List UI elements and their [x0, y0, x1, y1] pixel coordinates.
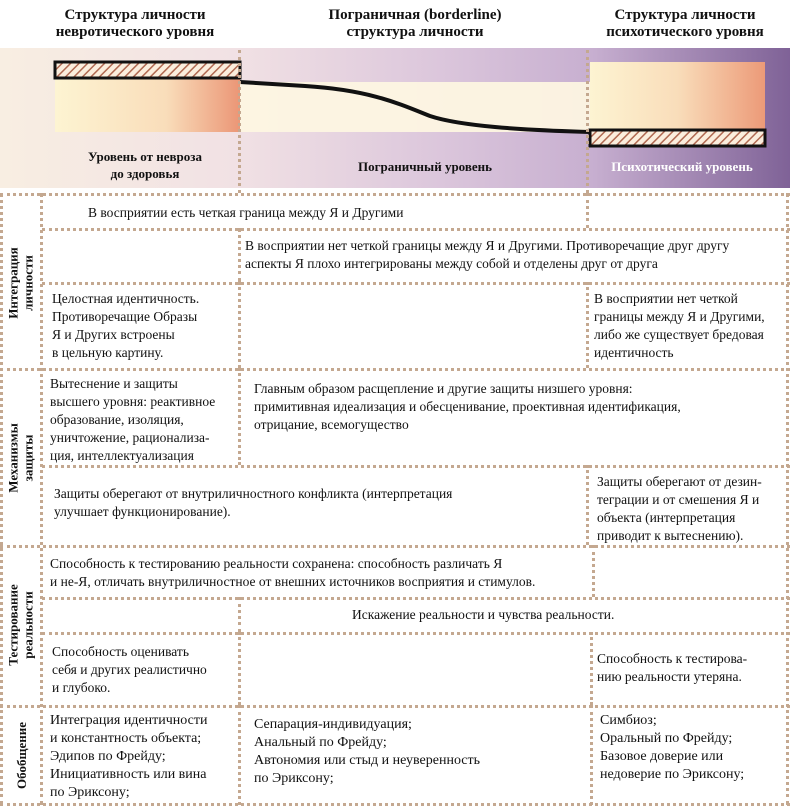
- grid-line: [42, 282, 790, 285]
- grid-line: [590, 632, 593, 705]
- grid-line: [238, 705, 241, 805]
- grid-line: [0, 545, 790, 548]
- neurotic-marker: [55, 62, 240, 78]
- grid-line: [0, 803, 790, 806]
- level-neurotic: Уровень от невроза до здоровья: [88, 149, 202, 181]
- section-label-reality: Тестирование реальности: [6, 584, 36, 666]
- section-label-integration: Интеграция личности: [6, 246, 36, 319]
- integration-row3-neurotic: Целостная идентичность. Противоречащие Образы Я и Других встроены в цельную картину.: [52, 291, 200, 360]
- header-neurotic: Структура личности невротического уровня: [55, 7, 215, 40]
- defenses-row1-borderline: Главным образом расщепление и другие защиты низшего уровня: примитивная идеализация и обесценивание, проективная идентификация, отрицание, всемогущество: [254, 381, 681, 432]
- reality-row1-text: Способность к тестированию реальности сохранена: способность различать Я и не-Я, отличать внутриличностное от внешних источников восприятия и стимулов.: [50, 556, 536, 589]
- reality-row2-text: Искажение реальности и чувства реальности.: [352, 607, 615, 622]
- summary-psychotic: Симбиоз; Оральный по Фрейду; Базовое доверие или недоверие по Эриксону;: [600, 713, 745, 782]
- grid-line: [238, 597, 241, 632]
- grid-line: [238, 632, 241, 705]
- grid-line: [238, 368, 241, 465]
- grid-line: [0, 368, 790, 371]
- grid-line: [586, 50, 589, 193]
- borderline-level-bar: [240, 82, 590, 132]
- grid-line: [586, 465, 589, 545]
- psychotic-marker: [590, 130, 765, 146]
- section-label-summary: Обобщение: [13, 721, 29, 789]
- integration-row1-text: В восприятии есть четкая граница между Я и Другими: [88, 205, 404, 220]
- grid-line: [0, 193, 790, 196]
- defenses-row1-neurotic: Вытеснение и защиты высшего уровня: реактивное образование, изоляция, уничтожение, рационализа- ция, интеллектуализация: [50, 376, 216, 463]
- grid-line: [590, 705, 593, 805]
- reality-row3-neurotic: Способность оценивать себя и других реалистично и глубоко.: [52, 644, 207, 695]
- grid-line: [586, 282, 589, 368]
- grid-line: [42, 228, 790, 231]
- grid-line: [586, 193, 589, 228]
- section-label-defenses: Механизмы защиты: [6, 422, 36, 493]
- grid-line: [42, 465, 790, 468]
- grid-line: [42, 597, 790, 600]
- header-psychotic: Структура личности психотического уровня: [606, 7, 764, 40]
- reality-row3-psychotic: Способность к тестирова- нию реальности утеряна.: [597, 651, 748, 684]
- grid-line: [40, 193, 43, 805]
- grid-line: [0, 193, 3, 805]
- integration-row2-text: В восприятии нет четкой границы между Я и Другими. Противоречащие друг другу аспекты Я плохо интегрированы между собой и отделены друг от друга: [245, 238, 730, 271]
- grid-line: [238, 282, 241, 368]
- grid-line: [786, 193, 789, 805]
- integration-row3-psychotic: В восприятии нет четкой границы между Я и Другими, либо же существует бредовая идентичность: [594, 291, 765, 360]
- level-borderline: Пограничный уровень: [358, 159, 492, 174]
- summary-borderline: Сепарация-индивидуация; Анальный по Фрейду; Автономия или стыд и неуверенность по Эриксону;: [254, 717, 481, 786]
- grid-line: [238, 228, 241, 282]
- defenses-row2-main: Защиты оберегают от внутриличностного конфликта (интерпретация улучшает функционирование).: [54, 486, 453, 519]
- grid-line: [42, 632, 790, 635]
- psychotic-level-bar: [590, 62, 765, 130]
- header-borderline: Пограничная (borderline) структура личности: [328, 7, 502, 40]
- level-psychotic: Психотический уровень: [611, 159, 753, 174]
- grid-line: [238, 50, 241, 193]
- grid-line: [0, 705, 790, 708]
- defenses-row2-psychotic: Защиты оберегают от дезин- теграции и от смешения Я и объекта (интерпретация приводит к вытеснению).: [597, 474, 762, 543]
- summary-neurotic: Интеграция идентичности и константность объекта; Эдипов по Фрейду; Инициативность или вина по Эриксону;: [50, 713, 208, 800]
- grid-line: [592, 545, 595, 597]
